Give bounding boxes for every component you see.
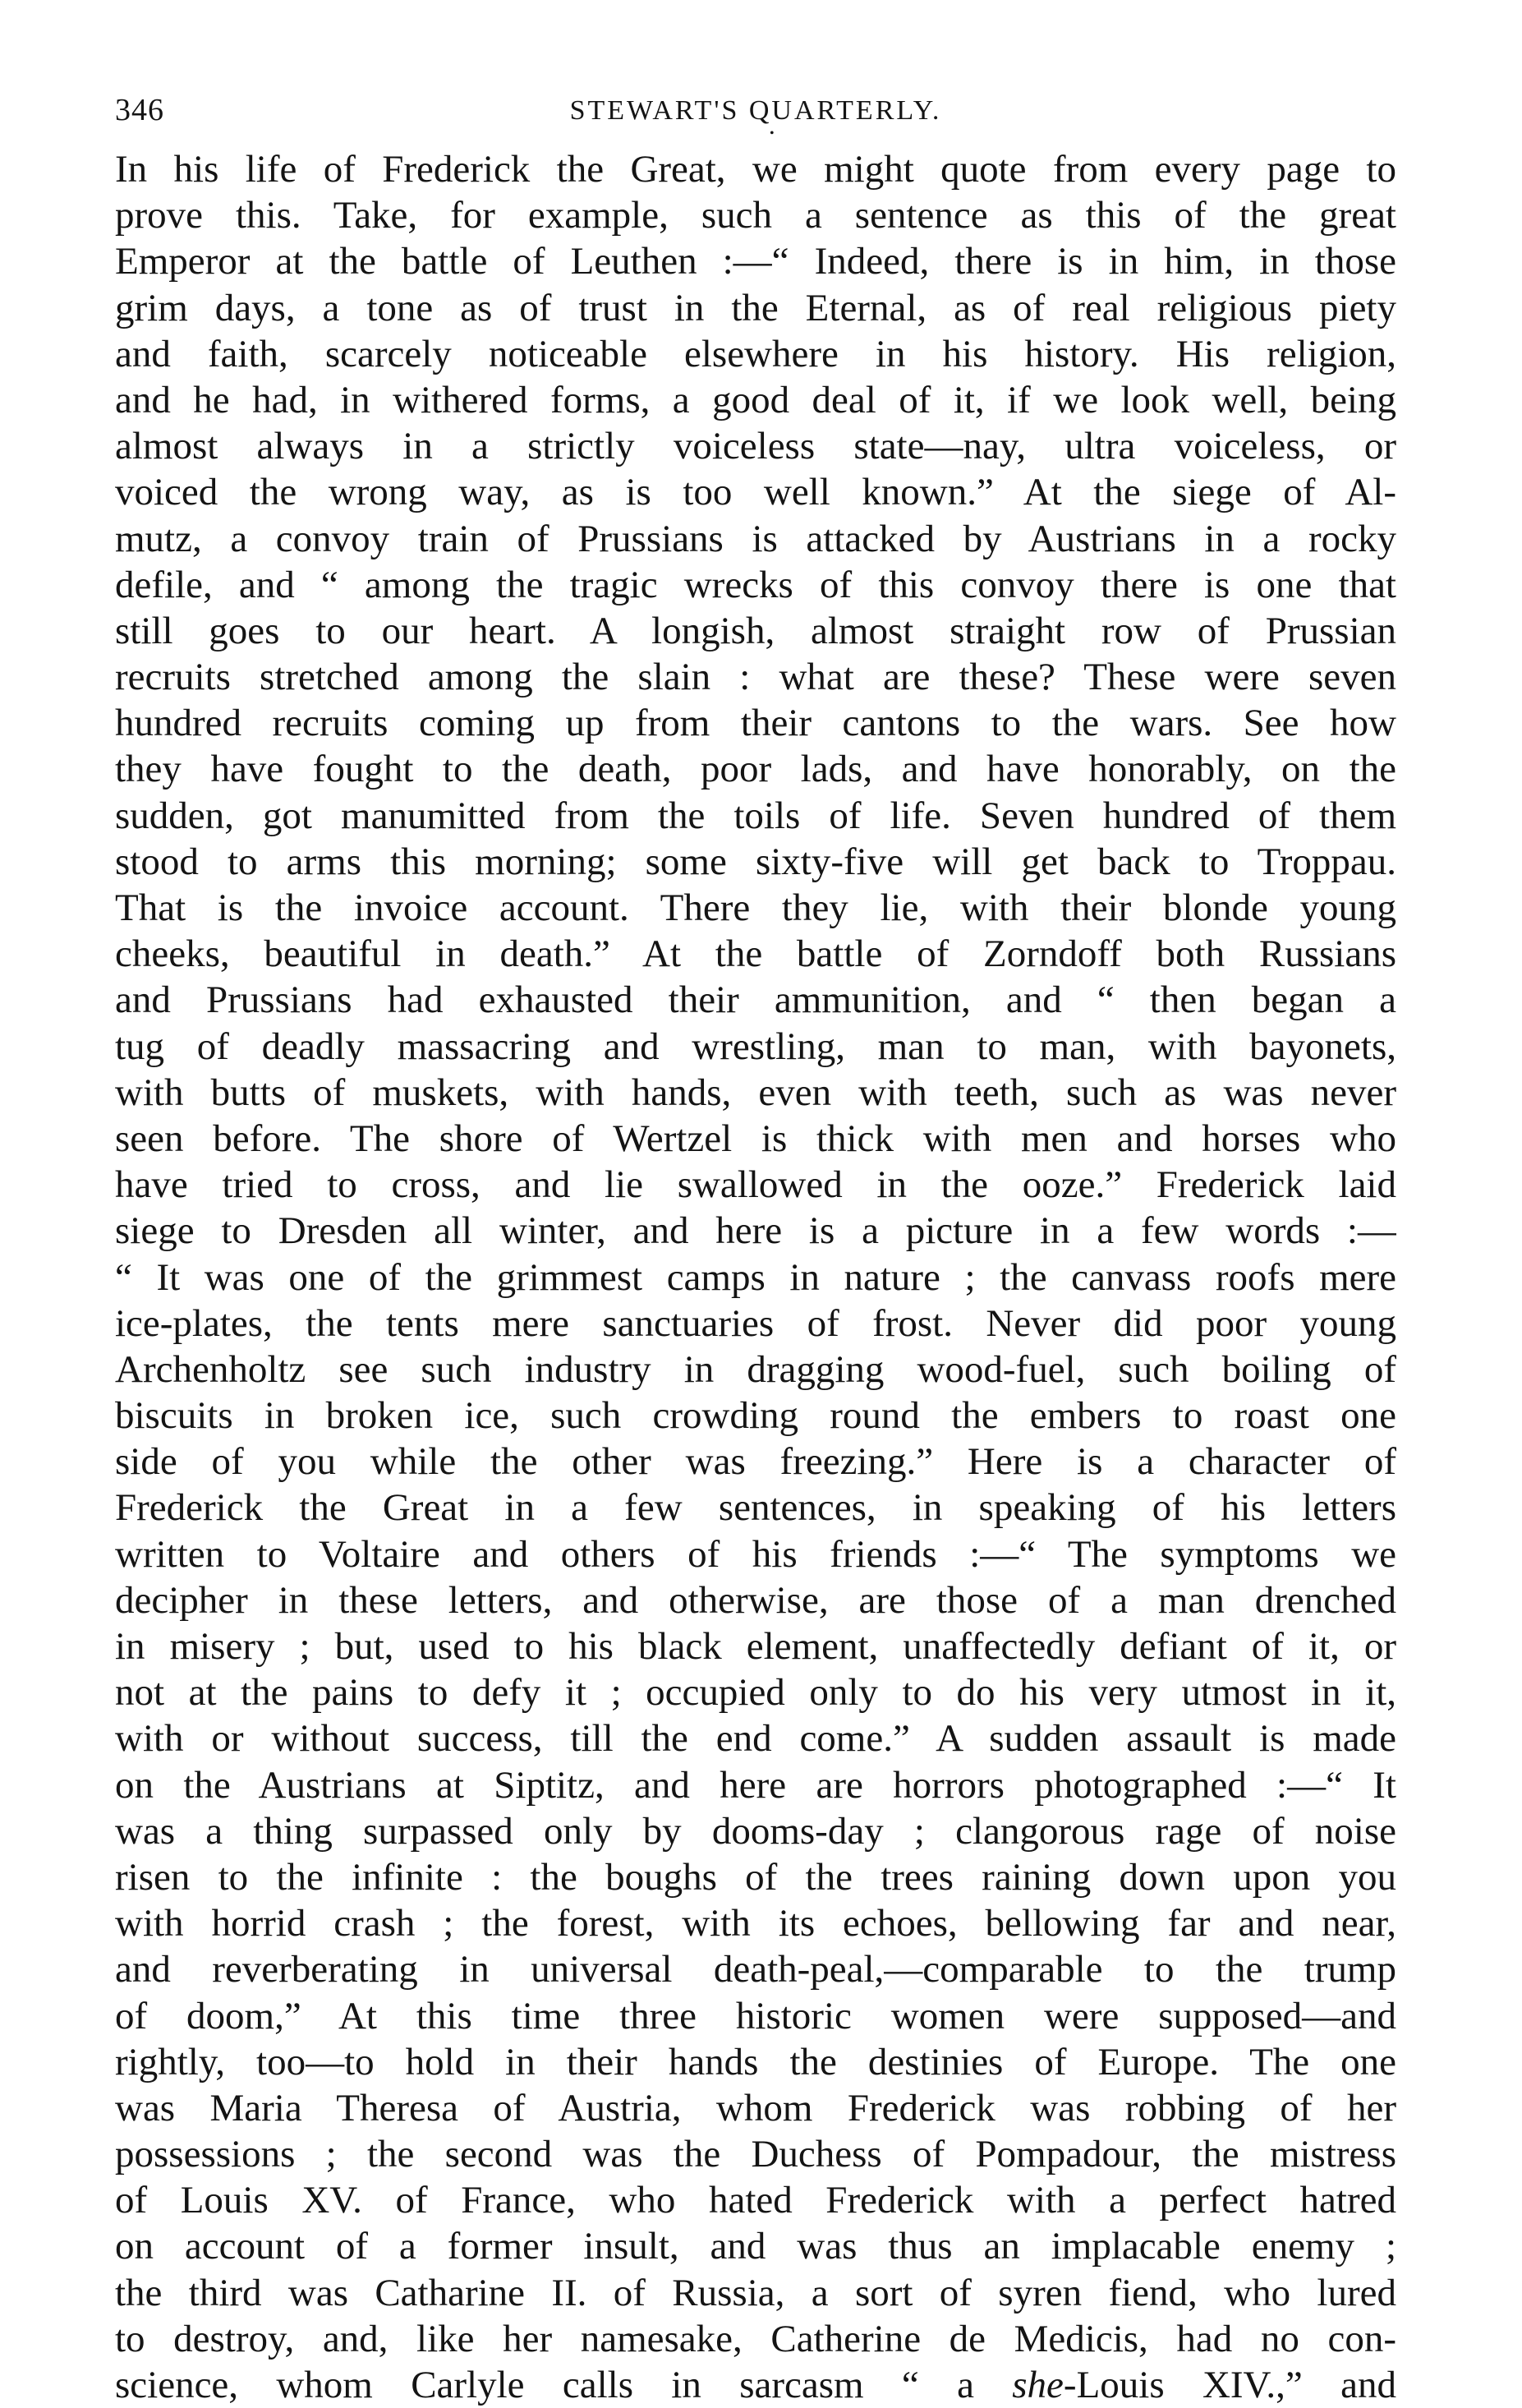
text-line: written to Voltaire and others of his friends :—“ The symptoms we [115,1532,1396,1576]
text-line: voiced the wrong way, as is too well known.” At the siege of Al- [115,471,1396,514]
text-line: still goes to our heart. A longish, almost straight row of Prussian [115,609,1396,652]
text-line: siege to Dresden all winter, and here is a picture in a few words :— [115,1209,1396,1253]
text-line: of Louis XV. of France, who hated Frederick with a perfect hatred [115,2179,1396,2222]
page-number: 346 [115,93,164,127]
text-line: the third was Catharine II. of Russia, a sort of syren fiend, who lured [115,2271,1396,2314]
text-line: mutz, a convoy train of Prussians is attacked by Austrians in a rocky [115,517,1396,560]
text-line: risen to the infinite : the boughs of the trees raining down upon you [115,1855,1396,1899]
text-line: side of you while the other was freezing.” Here is a character of [115,1440,1396,1484]
text-line: recruits stretched among the slain : what are these? These were seven [115,656,1396,699]
text-line: hundred recruits coming up from their cantons to the wars. See how [115,702,1396,745]
text-line: was a thing surpassed only by dooms-day ; clangorous rage of noise [115,1809,1396,1853]
text-line: stood to arms this morning; some sixty-five will get back to Troppau. [115,840,1396,883]
text-line: and reverberating in universal death-peal,—comparable to the trump [115,1948,1396,1991]
text-line: and he had, in withered forms, a good deal of it, if we look well, being [115,378,1396,421]
final-line-start: science, whom Carlyle calls in sarcasm “ a [115,2364,1013,2406]
text-line: Frederick the Great in a few sentences, in speaking of his letters [115,1486,1396,1530]
text-line: ice-plates, the tents mere sanctuaries of frost. Never did poor young [115,1301,1396,1345]
text-line: decipher in these letters, and otherwise, are those of a man drenched [115,1578,1396,1622]
final-line-end: -Louis XIV.,” and [1063,2364,1396,2406]
text-line: on account of a former insult, and was thus an implacable enemy ; [115,2225,1396,2268]
text-line: Emperor at the battle of Leuthen :—“ Indeed, there is in him, in those [115,240,1396,283]
text-line: and faith, scarcely noticeable elsewhere in his history. His religion, [115,332,1396,375]
text-line: they have fought to the death, poor lads, and have honorably, on the [115,748,1396,791]
text-line: with butts of muskets, with hands, even with teeth, such as was never [115,1070,1396,1114]
text-line: and Prussians had exhausted their ammunition, and “ then began a [115,978,1396,1022]
text-line: almost always in a strictly voiceless state—nay, ultra voiceless, or [115,425,1396,468]
page-header [115,92,1396,141]
text-line: on the Austrians at Siptitz, and here are horrors photographed :—“ It [115,1763,1396,1807]
text-line: sudden, got manumitted from the toils of life. Seven hundred of them [115,794,1396,837]
text-line: defile, and “ among the tragic wrecks of this convoy there is one that [115,563,1396,606]
text-line: seen before. The shore of Wertzel is thick with men and horses who [115,1117,1396,1160]
text-line: Archenholtz see such industry in dragging wood-fuel, such boiling of [115,1347,1396,1391]
text-line: possessions ; the second was the Duchess of Pompadour, the mistress [115,2133,1396,2176]
text-line: “ It was one of the grimmest camps in nature ; the canvass roofs mere [115,1255,1396,1299]
text-line: with horrid crash ; the forest, with its echoes, bellowing far and near, [115,1902,1396,1945]
final-line-italic: she [1012,2364,1064,2406]
text-line: not at the pains to defy it ; occupied only to do his very utmost in it, [115,1671,1396,1715]
text-line: prove this. Take, for example, such a sentence as this of the great [115,194,1396,237]
text-line: grim days, a tone as of trust in the Eternal, as of real religious piety [115,286,1396,329]
text-line: That is the invoice account. There they lie, with their blonde young [115,886,1396,929]
text-line: biscuits in broken ice, such crowding round the embers to roast one [115,1394,1396,1438]
text-line: of doom,” At this time three historic women were supposed—and [115,1994,1396,2037]
text-line: have tried to cross, and lie swallowed in the ooze.” Frederick laid [115,1163,1396,1207]
text-line: rightly, too—to hold in their hands the destinies of Europe. The one [115,2040,1396,2083]
running-title: STEWART'S QUARTERLY. [569,95,942,126]
text-line: in misery ; but, used to his black element, unaffectedly defiant of it, or [115,1625,1396,1668]
text-line-final [115,2362,1396,2408]
text-line: with or without success, till the end come.” A sudden assault is made [115,1717,1396,1761]
text-line: tug of deadly massacring and wrestling, man to man, with bayonets, [115,1024,1396,1068]
header-mark: • [770,127,775,140]
text-line: In his life of Frederick the Great, we might quote from every page to [115,148,1396,191]
text-line: cheeks, beautiful in death.” At the battle of Zorndoff both Russians [115,932,1396,976]
text-line: to destroy, and, like her namesake, Catherine de Medicis, had no con- [115,2317,1396,2360]
text-line: was Maria Theresa of Austria, whom Frederick was robbing of her [115,2086,1396,2129]
body-text [115,146,1396,2408]
